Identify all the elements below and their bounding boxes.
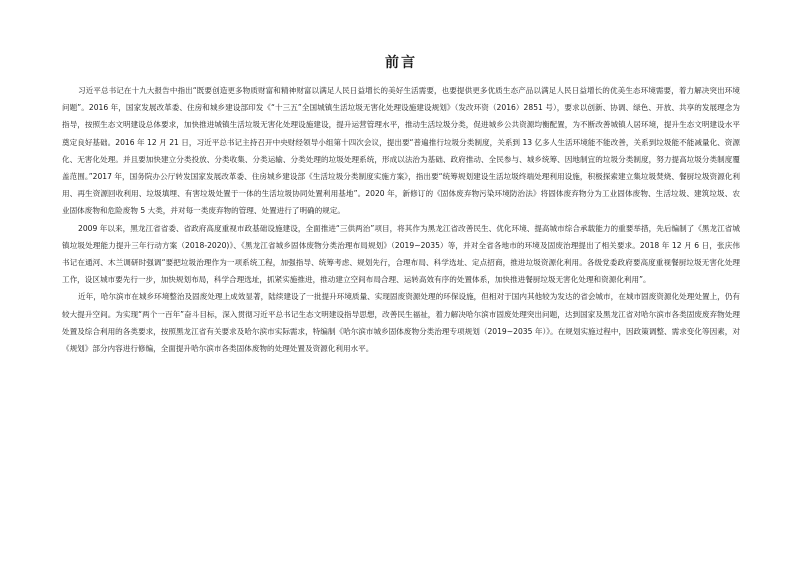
page-title: 前言 xyxy=(385,55,417,71)
paragraph-1: 习近平总书记在十九大报告中指出“既要创造更多物质财富和精神财富以满足人民日益增长的美好生活需要，也要提供更多优质生态产品以满足人民日益增长的优美生态环境需要，着力解决突出环境问题”。2016 年，国家发展改革委、住房和城乡建设部印发《“十三五”全国城镇生活垃圾无害化处理设施建设规划》（发改环资（2016）2851 号），要求以创新、协调、绿色、开放、共享的发展理念为指导，按照生态文明建设总体要求，加快推进城镇生活垃圾无害化处理设施建设，提升运营管理水平，推动生活垃圾分类，促进城乡公共资源均衡配置，为不断改善城镇人居环境，提升生态文明建设水平奠定良好基础。2016 年 12 月 21 日，习近平总书记主持召开中央财经领导小组第十四次会议，提出要“普遍推行垃圾分类制度，关系到 13 亿多人生活环境能不能改善，关系到垃圾能不能减量化、资源化、无害化处理。并且要加快建立分类投放、分类收集、分类运输、分类处理的垃圾处理系统，形成以法治为基础、政府推动、全民参与、城乡统筹、因地制宜的垃圾分类制度，努力提高垃圾分类制度覆盖范围。”2017 年，国务院办公厅转发国家发展改革委、住房城乡建设部《生活垃圾分类制度实施方案》，指出要“统筹规划建设生活垃圾终端处理利用设施，积极探索建立集垃圾焚烧、餐厨垃圾资源化利用、再生资源回收利用、垃圾填埋、有害垃圾处置于一体的生活垃圾协同处置利用基地”。2020 年，新修订的《固体废弃物污染环境防治法》将固体废弃物分为工业固体废物、生活垃圾、建筑垃圾、农业固体废物和危险废物 5 大类，并对每一类废弃物的管理、处置进行了明确的规定。 xyxy=(62,86,740,216)
document-page xyxy=(62,0,740,357)
paragraph-3: 近年，哈尔滨市在城乡环境整治及固废处理上成效显著，陆续建设了一批提升环境质量、实现固废资源处理的环保设施，但相对于国内其他较为发达的省会城市，在城市固废资源化处理处置上，仍有较大提升空间。为实现“两个一百年”奋斗目标，深入贯彻习近平总书记生态文明建设指导思想，改善民生福祉，着力解决哈尔滨市固废处理突出问题，达到国家及黑龙江省对哈尔滨市各类固废废弃物处理处置及综合利用的各类要求，按照黑龙江省有关要求及哈尔滨市实际需求，特编制《哈尔滨市城乡固体废物分类治理专项规划（2019~2035 年）》。在规划实施过程中，因政策调整、需求变化等因素，对《规划》部分内容进行修编，全面提升哈尔滨市各类固体废物的处理处置及资源化利用水平。 xyxy=(62,292,740,354)
paragraph-2: 2009 年以来，黑龙江省省委、省政府高度重视市政基础设施建设，全面推进“三供两治”项目，将其作为黑龙江省改善民生、优化环境、提高城市综合承载能力的重要举措，先后编制了《黑龙江省城镇垃圾处理能力提升三年行动方案（2018-2020)》、《黑龙江省城乡固体废物分类治理布局规划》（2019~2035）等，并对全省各地市的环境及固废治理提出了相关要求。2018 年 12 月 6 日，张庆伟书记在通河、木兰调研时强调“要把垃圾治理作为一项系统工程，加强指导、统筹考虑、规划先行，合理布局、科学选址、定点招商，推进垃圾资源化利用。各级党委政府要高度重视餐厨垃圾无害化处理工作，设区城市要先行一步，加快规划布局，科学合理选址，抓紧实施推进，推动建立空间布局合理、运转高效有序的处置体系，加快推进餐厨垃圾无害化处理和资源化利用”。 xyxy=(62,223,740,285)
